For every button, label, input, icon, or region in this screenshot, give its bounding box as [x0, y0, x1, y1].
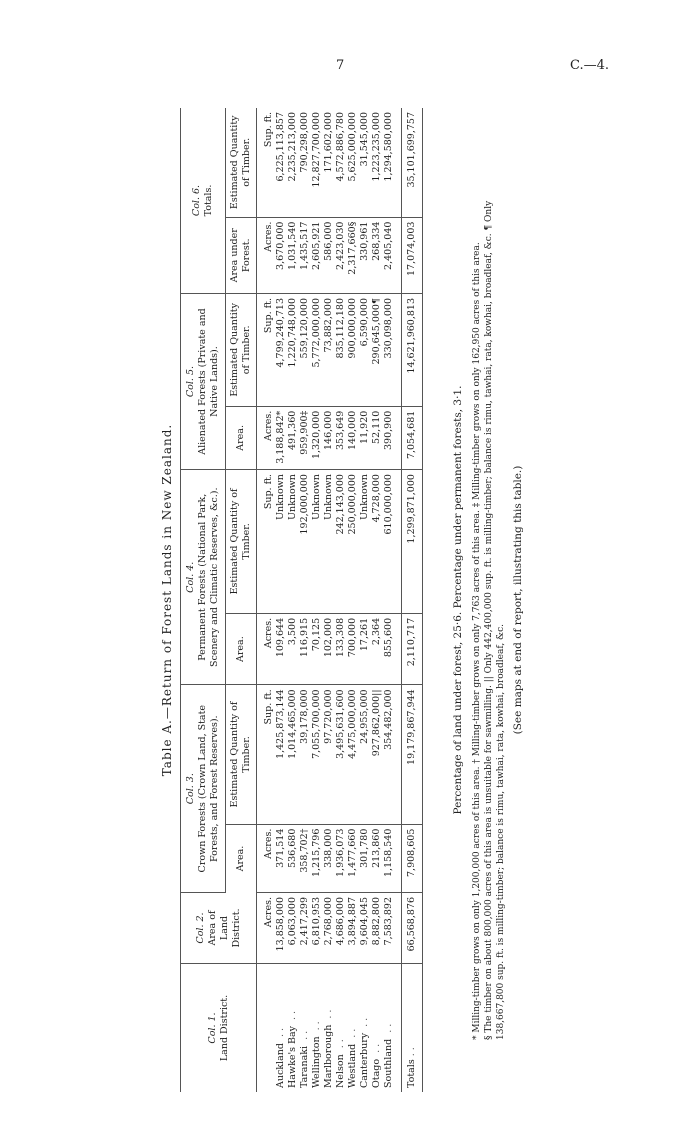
row-cell-c6t: 4,572,886,780 [335, 108, 347, 217]
row-cell-c2: 9,604,045 [359, 893, 371, 964]
row-cell-c4t: 192,000,000 [299, 470, 311, 614]
row-cell-c4t: 250,000,000 [347, 470, 359, 614]
row-cell-c4t: Unknown [275, 470, 287, 614]
row-cell-c5t: 73,882,000 [323, 294, 335, 407]
unit-col3-area: Acres. [257, 824, 276, 892]
row-land-district: Westland [347, 1043, 358, 1088]
row-cell-c6t: 1,223,235,000 [371, 108, 383, 217]
row-cell-c5t: 900,000,000 [347, 294, 359, 407]
row-cell-c3t: 4,475,000,000 [347, 685, 359, 824]
header-col6-num: Col. 6. [191, 184, 202, 217]
row-cell-c2: 6,063,000 [287, 893, 299, 964]
row-cell-c4a: 17,261 [359, 613, 371, 685]
header-col1 [181, 964, 257, 1093]
subheader-col3-area: Area. [226, 824, 257, 892]
row-cell-c2: 4,686,000 [335, 893, 347, 964]
totals-col5-timber: 14,621,960,813 [402, 294, 423, 407]
unit-col6-area: Acres. [257, 217, 276, 293]
unit-col5-timber: Sup. ft. [257, 294, 276, 407]
row-cell-c6a: 1,031,540 [287, 217, 299, 293]
table-rows [275, 108, 402, 1092]
row-cell-c3a: 358,702† [299, 824, 311, 892]
totals-row: Totals .. 66,568,876 7,908,605 19,179,867,944 2,110,717 1,299,871,000 7,054,681 14,621,960,813 17,074,003 35,101,699,757 [402, 108, 423, 1092]
table-row: Auckland .. 13,858,000 371,514 1,425,873,144 109,644 Unknown 3,188,842* 4,799,240,713 3,670,000 6,225,113,857 [275, 108, 287, 1092]
row-cell-c6t: 31,545,000 [359, 108, 371, 217]
row-cell-c6t: 1,294,580,000 [383, 108, 402, 217]
row-cell-c6t: 2,235,213,000 [287, 108, 299, 217]
row-cell-c4t: Unknown [359, 470, 371, 614]
totals-col6-area: 17,074,003 [402, 217, 423, 293]
header-col5-label: Alienated Forests (Private and Native Lands). [197, 308, 220, 455]
totals-col3-area: 7,908,605 [402, 824, 423, 892]
table-row: Canterbury .. 9,604,045 301,780 24,955,000 17,261 Unknown 11,920 6,590,000 330,961 31,545,000 [359, 108, 371, 1092]
totals-label: Totals [406, 1059, 417, 1088]
unit-col2: Acres. [257, 893, 276, 964]
footnote-1: * Milling-timber grows on only 1,200,000 acres of this area. † Milling-timber grows on only 7,763 acres of this area. ‡ Milling-timber grows on only 162,950 acres of this area. [472, 242, 482, 1040]
row-cell-c4t: Unknown [323, 470, 335, 614]
row-cell-c4a: 855,600 [383, 613, 402, 685]
row-cell-c5a: 491,360 [287, 406, 299, 469]
header-col4-label: Permanent Forests (National Park, Scenery and Climatic Reserves, &c.). [197, 487, 220, 667]
table-row: Otago .. 8,882,800 213,860 927,862,000|| 2,364 4,728,000 52,110 290,645,000¶ 268,334 1,223,235,000 [371, 108, 383, 1092]
see-maps-note: (See maps at end of report, illustrating this table.) [512, 465, 524, 735]
row-cell-c6a: 2,317,660§ [347, 217, 359, 293]
row-cell-c5a: 353,649 [335, 406, 347, 469]
row-cell-c3t: 1,014,465,000 [287, 685, 299, 824]
row-cell-c2: 3,894,887 [347, 893, 359, 964]
row-cell-c6t: 790,298,000 [299, 108, 311, 217]
totals-col4-timber: 1,299,871,000 [402, 470, 423, 614]
row-cell-c5a: 52,110 [371, 406, 383, 469]
subheader-col3-timber: Estimated Quantity of Timber. [226, 685, 257, 824]
row-cell-c3a: 338,000 [323, 824, 335, 892]
totals-col5-area: 7,054,681 [402, 406, 423, 469]
row-cell-c3t: 7,055,700,000 [311, 685, 323, 824]
row-cell-c5t: 1,220,748,000 [287, 294, 299, 407]
row-cell-c3t: 927,862,000|| [371, 685, 383, 824]
row-cell-c5t: 4,799,240,713 [275, 294, 287, 407]
row-cell-c6t: 171,602,000 [323, 108, 335, 217]
row-cell-c4t: 242,143,000 [335, 470, 347, 614]
subheader-col5-timber: Estimated Quantity of Timber. [226, 294, 257, 407]
row-cell-c2: 6,810,953 [311, 893, 323, 964]
row-cell-c3t: 24,955,000 [359, 685, 371, 824]
document-reference: C.—4. [570, 58, 610, 73]
header-col6-label: Totals. [203, 184, 214, 217]
row-cell-c3a: 1,158,540 [383, 824, 402, 892]
table-row: Taranaki .. 2,417,299 358,702† 39,178,000 116,915 192,000,000 959,900‡ 559,120,000 1,435,517 790,298,000 [299, 108, 311, 1092]
header-col3-num: Col. 3. [185, 773, 196, 805]
row-cell-c6a: 3,670,000 [275, 217, 287, 293]
table-row: Hawke's Bay .. 6,063,000 536,680 1,014,465,000 3,500 Unknown 491,360 1,220,748,000 1,031,540 2,235,213,000 [287, 108, 299, 1092]
header-col2-num: Col. 2. [194, 912, 206, 944]
row-cell-c6t: 6,225,113,857 [275, 108, 287, 217]
row-cell-c5a: 959,900‡ [299, 406, 311, 469]
row-cell-c6a: 1,435,517 [299, 217, 311, 293]
row-cell-c5a: 11,920 [359, 406, 371, 469]
row-cell-c6a: 586,000 [323, 217, 335, 293]
row-cell-c5t: 5,772,000,000 [311, 294, 323, 407]
row-cell-c3a: 301,780 [359, 824, 371, 892]
totals-col6-timber: 35,101,699,757 [402, 108, 423, 217]
header-col4 [181, 470, 226, 685]
row-cell-c4t: 4,728,000 [371, 470, 383, 614]
header-col1-label: Land District. [218, 994, 230, 1062]
row-cell-c4a: 133,308 [335, 613, 347, 685]
unit-col4-timber: Sup. ft. [257, 470, 276, 614]
row-cell-c2: 7,583,892 [383, 893, 402, 964]
row-cell-c3t: 39,178,000 [299, 685, 311, 824]
table-row: Marlborough .. 2,768,000 338,000 97,720,000 102,000 Unknown 146,000 73,882,000 586,000 171,602,000 [323, 108, 335, 1092]
row-cell-c3t: 97,720,000 [323, 685, 335, 824]
row-cell-c3t: 3,495,631,600 [335, 685, 347, 824]
row-cell-c6a: 2,423,030 [335, 217, 347, 293]
row-cell-c3a: 1,477,660 [347, 824, 359, 892]
unit-col4-area: Acres. [257, 613, 276, 685]
row-cell-c4a: 102,000 [323, 613, 335, 685]
row-cell-c5a: 3,188,842* [275, 406, 287, 469]
row-cell-c4a: 700,000 [347, 613, 359, 685]
row-cell-c3a: 1,215,796 [311, 824, 323, 892]
row-cell-c5a: 146,000 [323, 406, 335, 469]
row-cell-c5t: 559,120,000 [299, 294, 311, 407]
header-col3-label: Crown Forests (Crown Land, State Forests, and Forest Reserves). [197, 704, 220, 873]
row-cell-c4a: 116,915 [299, 613, 311, 685]
row-cell-c4t: Unknown [311, 470, 323, 614]
footnote-3: 138,667,800 sup. ft. is milling-timber; balance is rimu, tawhai, rata, kowhai, broadleaf, &c. [496, 624, 506, 1040]
row-cell-c4t: Unknown [287, 470, 299, 614]
row-cell-c4a: 109,644 [275, 613, 287, 685]
row-land-district: Nelson [335, 1054, 346, 1088]
row-cell-c3a: 213,860 [371, 824, 383, 892]
footnote-2: § The timber on about 800,000 acres of this area is unsuitable for sawmilling. || Only 442,400,000 sup. ft. is milling-timber; balance is rimu, tawhai, rata, kowhai, broadleaf, &c. ¶ Only [484, 200, 494, 1040]
row-land-district: Southland [383, 1038, 394, 1088]
row-land-district: Marlborough [323, 1024, 334, 1088]
row-cell-c5t: 330,098,000 [383, 294, 402, 407]
row-cell-c4a: 2,364 [371, 613, 383, 685]
units-row [257, 108, 276, 1092]
row-land-district: Otago [371, 1058, 382, 1088]
subheader-col4-area: Area. [226, 613, 257, 685]
rotated-table-page [160, 100, 700, 1100]
row-cell-c5t: 290,645,000¶ [371, 294, 383, 407]
header-col1-num: Col. 1. [206, 1012, 218, 1044]
row-cell-c6t: 5,625,000,000 [347, 108, 359, 217]
table-row: Westland .. 3,894,887 1,477,660 4,475,000,000 700,000 250,000,000 140,000 900,000,000 2,317,660§ 5,625,000,000 [347, 108, 359, 1092]
header-col4-num: Col. 4. [185, 561, 196, 593]
row-cell-c6t: 12,827,700,000 [311, 108, 323, 217]
row-cell-c5t: 6,590,000 [359, 294, 371, 407]
totals-col2: 66,568,876 [402, 893, 423, 964]
totals-col4-area: 2,110,717 [402, 613, 423, 685]
row-cell-c6a: 2,605,921 [311, 217, 323, 293]
row-cell-c2: 2,417,299 [299, 893, 311, 964]
row-cell-c3t: 354,482,000 [383, 685, 402, 824]
header-col2-label: Area of Land District. [206, 908, 242, 948]
row-land-district: Hawke's Bay [287, 1026, 298, 1088]
header-col5 [181, 294, 226, 470]
row-cell-c2: 13,858,000 [275, 893, 287, 964]
row-land-district: Auckland [275, 1043, 286, 1088]
row-cell-c6a: 330,961 [359, 217, 371, 293]
header-col3 [181, 685, 226, 893]
header-col2 [181, 893, 257, 964]
subheader-col5-area: Area. [226, 406, 257, 469]
row-cell-c5t: 835,112,180 [335, 294, 347, 407]
forest-lands-table [180, 108, 423, 1092]
row-cell-c5a: 140,000 [347, 406, 359, 469]
percentages-line: Percentage of land under forest, 25·6. Percentage under permanent forests, 3·1. [452, 385, 464, 815]
row-cell-c6a: 2,405,040 [383, 217, 402, 293]
row-land-district: Canterbury [359, 1032, 370, 1088]
header-col5-num: Col. 5. [185, 365, 196, 398]
row-cell-c2: 2,768,000 [323, 893, 335, 964]
row-cell-c4a: 70,125 [311, 613, 323, 685]
row-cell-c6a: 268,334 [371, 217, 383, 293]
totals-col3-timber: 19,179,867,944 [402, 685, 423, 824]
subheader-col6-timber: Estimated Quantity of Timber. [226, 108, 257, 217]
row-cell-c4t: 610,000,000 [383, 470, 402, 614]
row-cell-c4a: 3,500 [287, 613, 299, 685]
row-cell-c3t: 1,425,873,144 [275, 685, 287, 824]
unit-col6-timber: Sup. ft. [257, 108, 276, 217]
page-number: 7 [336, 58, 345, 73]
row-cell-c5a: 390,900 [383, 406, 402, 469]
row-cell-c3a: 371,514 [275, 824, 287, 892]
table-row: Wellington .. 6,810,953 1,215,796 7,055,700,000 70,125 Unknown 1,320,000 5,772,000,000 2,605,921 12,827,700,000 [311, 108, 323, 1092]
header-col6 [181, 108, 226, 294]
row-cell-c2: 8,882,800 [371, 893, 383, 964]
row-cell-c3a: 1,936,073 [335, 824, 347, 892]
table-row: Southland .. 7,583,892 1,158,540 354,482,000 855,600 610,000,000 390,900 330,098,000 2,405,040 1,294,580,000 [383, 108, 402, 1092]
row-cell-c5a: 1,320,000 [311, 406, 323, 469]
row-land-district: Taranaki [299, 1045, 310, 1088]
row-land-district: Wellington [311, 1036, 322, 1088]
unit-col3-timber: Sup. ft. [257, 685, 276, 824]
subheader-col6-area: Area under Forest. [226, 217, 257, 293]
unit-col5-area: Acres. [257, 406, 276, 469]
table-row: Nelson .. 4,686,000 1,936,073 3,495,631,600 133,308 242,143,000 353,649 835,112,180 2,423,030 4,572,886,780 [335, 108, 347, 1092]
row-cell-c3a: 536,680 [287, 824, 299, 892]
subheader-col4-timber: Estimated Quantity of Timber. [226, 470, 257, 614]
table-title: Table A.—Return of Forest Lands in New Zealand. [160, 423, 174, 777]
